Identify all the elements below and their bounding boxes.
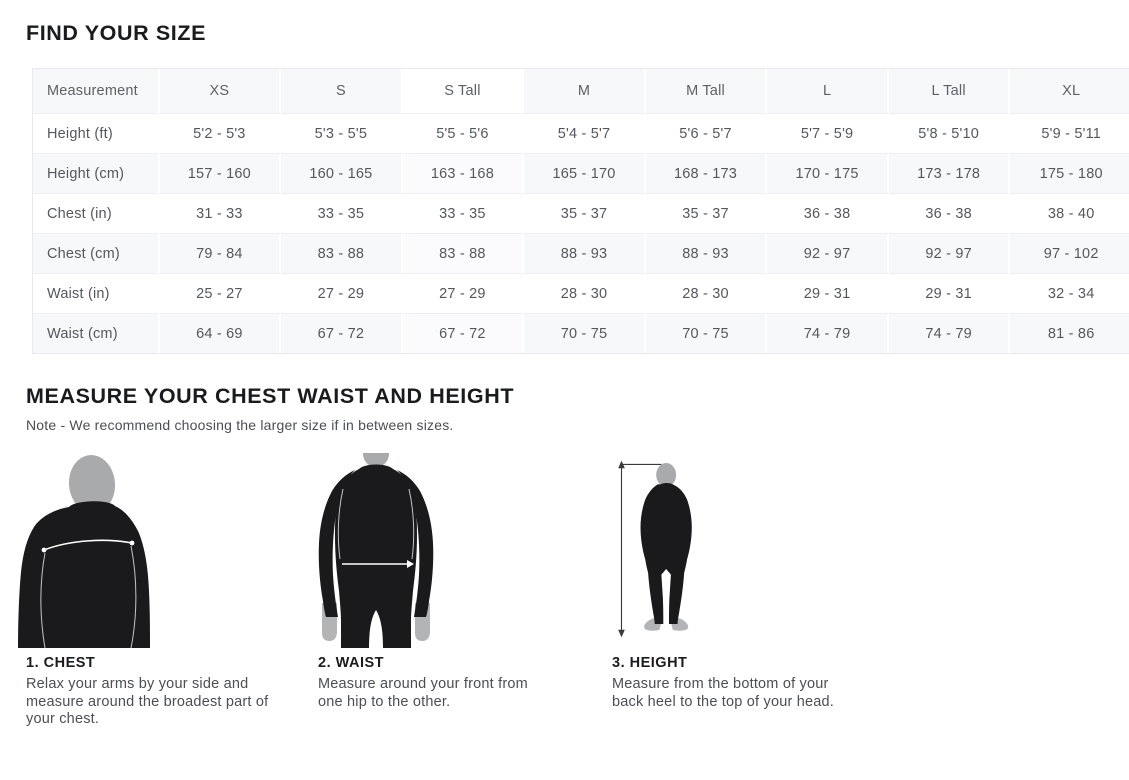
size-column-header: L Tall [889, 69, 1011, 113]
size-note: Note - We recommend choosing the larger size if in between sizes. [26, 417, 454, 433]
find-your-size-title: FIND YOUR SIZE [26, 21, 207, 45]
height-figure-icon [612, 453, 932, 648]
size-column-header: S Tall [403, 69, 525, 113]
measurement-label: Height (cm) [33, 153, 160, 193]
guide-item-description: Measure from the bottom of your back heel to the top of your head. [612, 676, 835, 710]
size-table-row [33, 313, 1129, 353]
size-cell: 160 - 165 [281, 153, 403, 193]
size-cell: 70 - 75 [524, 313, 646, 353]
measurement-label: Chest (in) [33, 193, 160, 233]
size-cell: 36 - 38 [767, 193, 889, 233]
size-cell: 5'5 - 5'6 [403, 113, 525, 153]
size-cell: 33 - 35 [281, 193, 403, 233]
measure-guide-item-chest [26, 453, 318, 729]
size-cell: 36 - 38 [889, 193, 1011, 233]
measurement-label: Waist (in) [33, 273, 160, 313]
size-cell: 29 - 31 [767, 273, 889, 313]
guide-item-title: 1. CHEST [26, 655, 96, 671]
size-cell: 5'7 - 5'9 [767, 113, 889, 153]
size-cell: 27 - 29 [403, 273, 525, 313]
size-cell: 79 - 84 [160, 233, 282, 273]
size-column-header: L [767, 69, 889, 113]
size-table-header-row [33, 69, 1129, 113]
measure-guide-item-waist [318, 453, 612, 729]
size-cell: 175 - 180 [1010, 153, 1129, 193]
size-cell: 67 - 72 [281, 313, 403, 353]
size-column-header: M [524, 69, 646, 113]
size-cell: 67 - 72 [403, 313, 525, 353]
measurement-label: Height (ft) [33, 113, 160, 153]
measurement-label: Waist (cm) [33, 313, 160, 353]
size-cell: 170 - 175 [767, 153, 889, 193]
size-table-row [33, 193, 1129, 233]
measure-guide-item-height [612, 453, 932, 729]
measurement-column-header: Measurement [33, 69, 160, 113]
size-cell: 74 - 79 [767, 313, 889, 353]
size-cell: 173 - 178 [889, 153, 1011, 193]
measurement-label: Chest (cm) [33, 233, 160, 273]
size-cell: 74 - 79 [889, 313, 1011, 353]
size-cell: 88 - 93 [524, 233, 646, 273]
size-cell: 81 - 86 [1010, 313, 1129, 353]
size-cell: 27 - 29 [281, 273, 403, 313]
size-table-row [33, 233, 1129, 273]
size-cell: 70 - 75 [646, 313, 768, 353]
size-cell: 33 - 35 [403, 193, 525, 233]
size-cell: 5'3 - 5'5 [281, 113, 403, 153]
size-cell: 5'2 - 5'3 [160, 113, 282, 153]
size-table-row [33, 273, 1129, 313]
size-cell: 29 - 31 [889, 273, 1011, 313]
guide-item-title: 2. WAIST [318, 655, 385, 671]
waist-figure-icon [318, 453, 612, 648]
size-cell: 35 - 37 [524, 193, 646, 233]
size-cell: 92 - 97 [767, 233, 889, 273]
size-cell: 28 - 30 [646, 273, 768, 313]
size-cell: 35 - 37 [646, 193, 768, 233]
guide-item-description: Relax your arms by your side and measure around the broadest part of your chest. [26, 676, 269, 728]
size-cell: 38 - 40 [1010, 193, 1129, 233]
size-table [32, 68, 1129, 354]
size-cell: 5'4 - 5'7 [524, 113, 646, 153]
guide-item-description: Measure around your front from one hip to the other. [318, 676, 528, 710]
size-cell: 92 - 97 [889, 233, 1011, 273]
size-cell: 88 - 93 [646, 233, 768, 273]
size-table-row [33, 153, 1129, 193]
size-cell: 5'9 - 5'11 [1010, 113, 1129, 153]
size-cell: 83 - 88 [403, 233, 525, 273]
size-cell: 32 - 34 [1010, 273, 1129, 313]
guide-item-title: 3. HEIGHT [612, 655, 688, 671]
size-table-scroll[interactable] [32, 68, 1129, 354]
size-cell: 168 - 173 [646, 153, 768, 193]
size-cell: 28 - 30 [524, 273, 646, 313]
size-column-header: M Tall [646, 69, 768, 113]
size-column-header: XS [160, 69, 282, 113]
measure-guide [26, 453, 1129, 729]
size-column-header: XL [1010, 69, 1129, 113]
chest-figure-icon [26, 453, 318, 648]
size-cell: 83 - 88 [281, 233, 403, 273]
size-cell: 5'6 - 5'7 [646, 113, 768, 153]
size-cell: 5'8 - 5'10 [889, 113, 1011, 153]
size-cell: 163 - 168 [403, 153, 525, 193]
size-cell: 97 - 102 [1010, 233, 1129, 273]
size-cell: 25 - 27 [160, 273, 282, 313]
size-cell: 31 - 33 [160, 193, 282, 233]
size-table-row [33, 113, 1129, 153]
measure-guide-title: MEASURE YOUR CHEST WAIST AND HEIGHT [26, 384, 515, 408]
size-column-header: S [281, 69, 403, 113]
size-cell: 157 - 160 [160, 153, 282, 193]
size-cell: 64 - 69 [160, 313, 282, 353]
size-cell: 165 - 170 [524, 153, 646, 193]
